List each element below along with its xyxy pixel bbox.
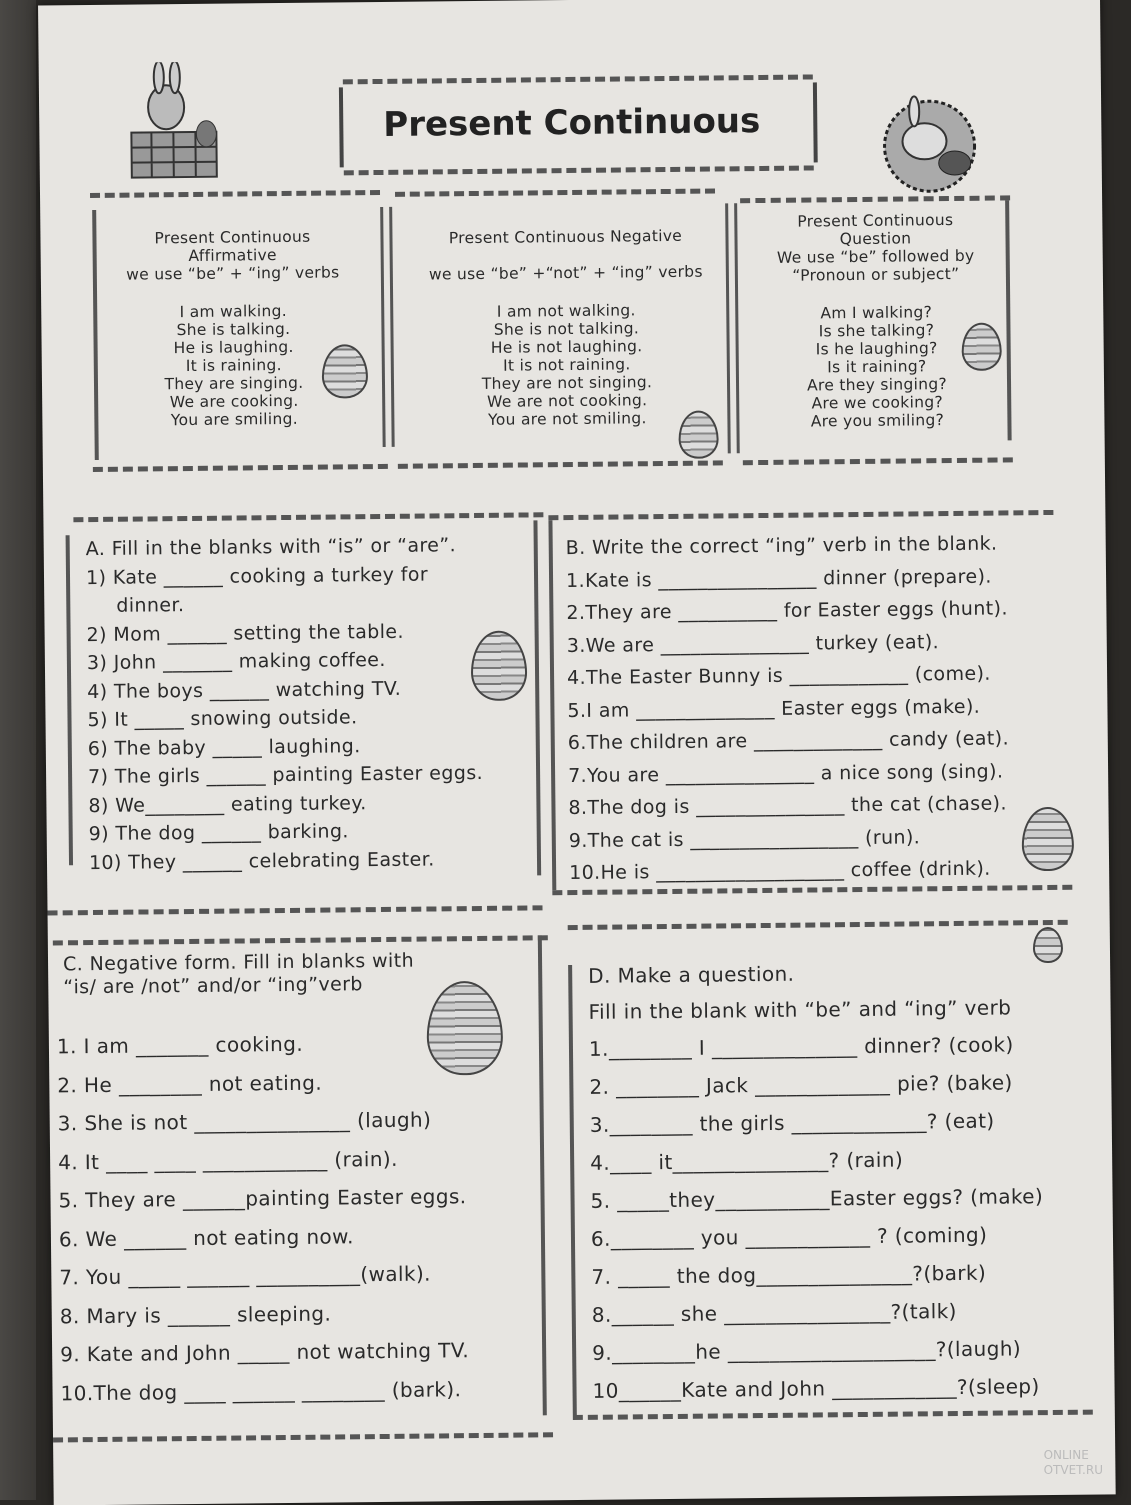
exercise-line: 1.________ I ______________ dinner? (cook) bbox=[588, 1032, 1014, 1061]
exercise-line: 5) It _____ snowing outside. bbox=[87, 706, 358, 732]
exercise-line: 2. He ________ not eating. bbox=[57, 1070, 323, 1097]
worksheet-page bbox=[38, 0, 1116, 1505]
question-example: Is she talking? bbox=[818, 321, 935, 341]
section-b bbox=[566, 527, 1011, 889]
exercise-line: 3.We are _______________ turkey (eat). bbox=[566, 630, 940, 657]
box-border bbox=[66, 535, 73, 865]
exercise-line: 9.________he ____________________?(laugh) bbox=[592, 1336, 1022, 1365]
question-subheading: Question bbox=[839, 229, 912, 249]
divider bbox=[395, 188, 715, 196]
box-border bbox=[568, 965, 577, 1415]
section-d bbox=[589, 1025, 1046, 1410]
exercise-line: 1. I am _______ cooking. bbox=[56, 1031, 304, 1059]
divider bbox=[53, 935, 548, 945]
exercise-line: 10.The dog ____ ______ ________ (bark). bbox=[60, 1376, 462, 1405]
easter-egg-icon bbox=[426, 981, 503, 1076]
exercise-line: 10) They ______ celebrating Easter. bbox=[88, 847, 435, 874]
section-d-title: D. Make a question. bbox=[588, 961, 795, 988]
exercise-line: 2.They are __________ for Easter eggs (hunt). bbox=[566, 597, 1008, 625]
exercise-line: 7. _____ the dog_______________?(bark) bbox=[591, 1260, 987, 1289]
question-example: Are you smiling? bbox=[810, 411, 945, 431]
question-example: Are they singing? bbox=[806, 375, 948, 395]
negative-example: I am not walking. bbox=[496, 301, 636, 321]
exercise-line: 2) Mom ______ setting the table. bbox=[86, 620, 404, 646]
box-border bbox=[533, 520, 541, 875]
question-rule: “Pronoun or subject” bbox=[792, 264, 960, 285]
exercise-line: 6. We ______ not eating now. bbox=[58, 1223, 354, 1251]
exercise-line: 3.________ the girls _____________? (eat) bbox=[589, 1108, 995, 1137]
box-border bbox=[725, 203, 740, 453]
section-b-title: B. Write the correct “ing” verb in the blank. bbox=[565, 532, 998, 560]
title-frame bbox=[339, 82, 818, 167]
affirmative-example: We are cooking. bbox=[169, 391, 299, 412]
exercise-line: 3) John _______ making coffee. bbox=[86, 648, 386, 675]
easter-egg-icon bbox=[1021, 807, 1074, 872]
divider bbox=[73, 512, 543, 522]
section-c-title: C. Negative form. Fill in blanks with bbox=[62, 949, 415, 976]
exercise-line: 9) The dog ______ barking. bbox=[88, 820, 349, 846]
question-example: Are we cooking? bbox=[811, 393, 944, 413]
exercise-line: 4. It ____ ____ ____________ (rain). bbox=[58, 1146, 398, 1174]
exercise-line: 10______Kate and John ____________?(sleep) bbox=[592, 1374, 1040, 1403]
exercise-line: 4.____ it_______________? (rain) bbox=[590, 1147, 904, 1175]
affirmative-subheading: Affirmative bbox=[188, 246, 277, 265]
exercise-line: 6.________ you ____________ ? (coming) bbox=[590, 1222, 988, 1251]
section-c-header bbox=[63, 950, 414, 1000]
bunny-with-egg-icon bbox=[859, 91, 1000, 202]
exercise-line: 2. ________ Jack _____________ pie? (bake) bbox=[589, 1070, 1013, 1099]
divider bbox=[93, 464, 388, 472]
question-heading: Present Continuous bbox=[797, 210, 954, 231]
exercise-line: dinner. bbox=[116, 594, 185, 617]
exercise-line: 8.The dog is _______________ the cat (chase). bbox=[568, 792, 1007, 820]
watermark-line: ONLINE bbox=[1043, 1448, 1089, 1462]
divider bbox=[53, 1432, 553, 1442]
divider bbox=[743, 457, 1013, 465]
affirmative-example: They are singing. bbox=[164, 373, 304, 394]
affirmative-box bbox=[102, 227, 364, 430]
exercise-line: 7. You _____ ______ __________(walk). bbox=[59, 1261, 431, 1290]
question-box bbox=[750, 210, 1002, 431]
box-border bbox=[380, 207, 395, 447]
exercise-line: 3. She is not _______________ (laugh) bbox=[57, 1107, 432, 1136]
exercise-line: 8) We________ eating turkey. bbox=[88, 791, 367, 817]
exercise-line: 8.______ she ________________?(talk) bbox=[591, 1299, 957, 1327]
question-example: Is it raining? bbox=[827, 357, 927, 377]
affirmative-example: It is raining. bbox=[185, 356, 282, 376]
affirmative-example: I am walking. bbox=[179, 301, 287, 322]
watermark bbox=[1044, 1448, 1103, 1478]
easter-egg-icon bbox=[471, 630, 528, 701]
background-edge bbox=[0, 0, 36, 1500]
box-border bbox=[1005, 200, 1012, 440]
question-example: Is he laughing? bbox=[815, 339, 938, 359]
exercise-line: 10.He is ___________________ coffee (drink). bbox=[569, 857, 991, 885]
negative-example: She is not talking. bbox=[493, 319, 640, 339]
exercise-line: 9.The cat is _________________ (run). bbox=[568, 825, 921, 852]
divider bbox=[568, 920, 1068, 930]
exercise-line: 1.Kate is ________________ dinner (prepare). bbox=[565, 565, 992, 592]
question-example: Am I walking? bbox=[820, 303, 933, 323]
section-c bbox=[57, 1023, 470, 1412]
divider bbox=[740, 195, 1010, 203]
question-rule: We use “be” followed by bbox=[776, 246, 975, 267]
affirmative-rule: we use “be” + “ing” verbs bbox=[126, 263, 340, 284]
negative-rule: we use “be” +“not” + “ing” verbs bbox=[428, 262, 703, 284]
divider bbox=[398, 460, 723, 468]
divider bbox=[548, 510, 1053, 520]
section-a bbox=[86, 531, 484, 877]
box-border bbox=[548, 520, 556, 890]
easter-egg-icon bbox=[1033, 927, 1063, 963]
section-d-header bbox=[588, 953, 1011, 1029]
divider bbox=[573, 1410, 1093, 1420]
watermark-line: OTVET.RU bbox=[1043, 1463, 1103, 1477]
exercise-line: 5. _____they___________Easter eggs? (make) bbox=[590, 1184, 1044, 1213]
exercise-line: 4.The Easter Bunny is ____________ (come). bbox=[566, 662, 991, 690]
negative-box bbox=[415, 226, 717, 429]
affirmative-example: He is laughing. bbox=[173, 337, 294, 358]
exercise-line: 6.The children are _____________ candy (eat). bbox=[567, 727, 1010, 755]
negative-example: He is not laughing. bbox=[490, 337, 643, 357]
affirmative-example: You are smiling. bbox=[170, 409, 299, 430]
page-title: Present Continuous bbox=[383, 101, 761, 145]
section-d-subtitle: Fill in the blank with “be” and “ing” verb bbox=[588, 995, 1012, 1024]
affirmative-example: She is talking. bbox=[176, 319, 291, 340]
exercise-line: 6) The baby _____ laughing. bbox=[87, 734, 361, 760]
divider bbox=[48, 905, 543, 915]
negative-example: It is not raining. bbox=[502, 355, 631, 375]
exercise-line: 5.I am ______________ Easter eggs (make). bbox=[567, 695, 981, 722]
box-border bbox=[92, 210, 99, 460]
affirmative-heading: Present Continuous bbox=[154, 227, 311, 248]
section-a-title: A. Fill in the blanks with “is” or “are”. bbox=[85, 534, 457, 561]
negative-heading: Present Continuous Negative bbox=[448, 226, 683, 248]
exercise-line: 9. Kate and John _____ not watching TV. bbox=[60, 1338, 470, 1367]
exercise-line: 7) The girls ______ painting Easter eggs. bbox=[87, 761, 484, 789]
box-border bbox=[538, 935, 547, 1415]
exercise-line: 1) Kate ______ cooking a turkey for bbox=[85, 563, 429, 589]
exercise-line: 5. They are ______painting Easter eggs. bbox=[58, 1184, 467, 1213]
negative-example: You are not smiling. bbox=[487, 409, 647, 429]
exercise-line: 7.You are _______________ a nice song (sing). bbox=[568, 759, 1004, 787]
exercise-line: 4) The boys ______ watching TV. bbox=[87, 677, 402, 703]
negative-example: We are not cooking. bbox=[486, 391, 648, 411]
easter-basket-bunny-icon bbox=[121, 62, 232, 193]
section-c-subtitle: “is/ are /not” and/or “ing”verb bbox=[63, 973, 363, 999]
exercise-line: 8. Mary is ______ sleeping. bbox=[59, 1301, 332, 1328]
negative-example: They are not singing. bbox=[481, 373, 653, 393]
